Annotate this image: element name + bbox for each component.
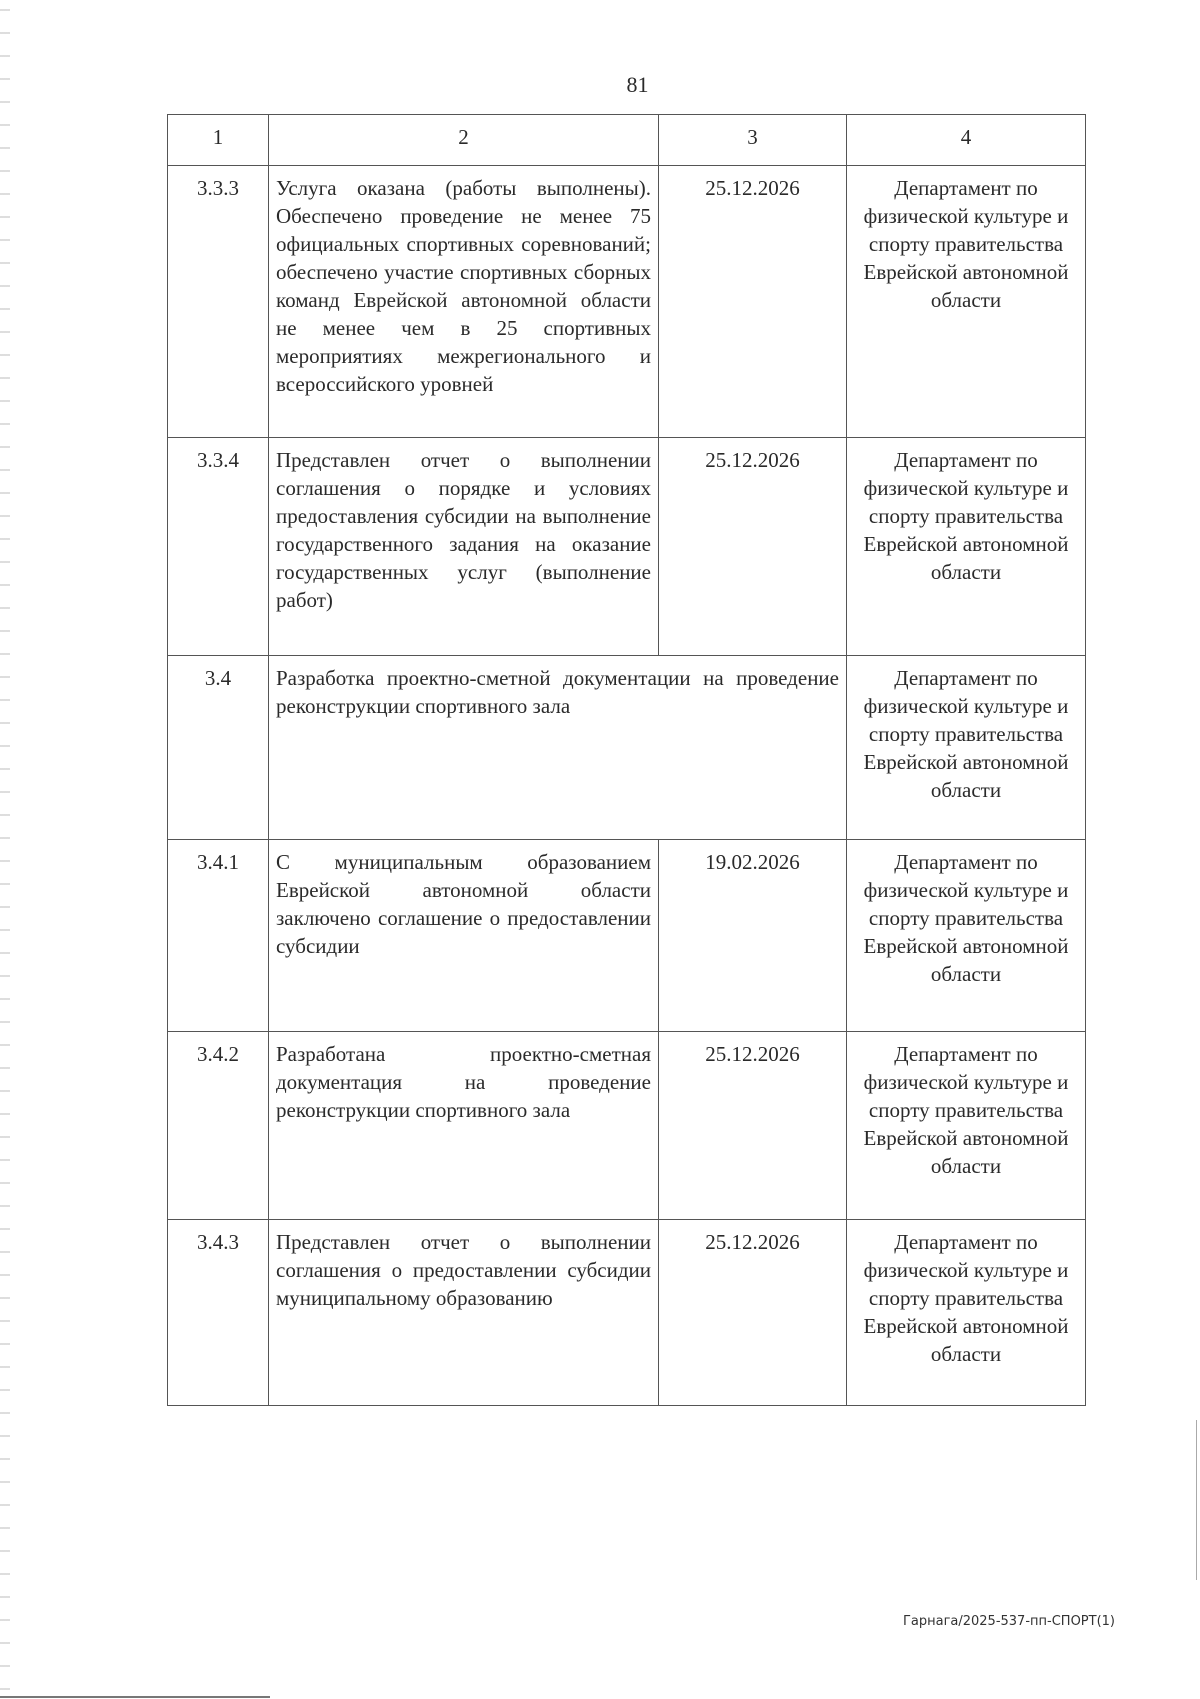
scan-bottom-line	[0, 1696, 270, 1698]
header-cell-4: 4	[847, 115, 1086, 166]
row-department: Департамент по физической культуре и спорту правительства Еврейской автономной области	[847, 840, 1086, 1032]
header-cell-2: 2	[269, 115, 659, 166]
row-department: Департамент по физической культуре и спорту правительства Еврейской автономной области	[847, 656, 1086, 840]
table-row	[168, 438, 1086, 656]
table-row	[168, 656, 1086, 840]
header-cell-3: 3	[659, 115, 847, 166]
header-cell-1: 1	[168, 115, 269, 166]
row-department: Департамент по физической культуре и спорту правительства Еврейской автономной области	[847, 1032, 1086, 1220]
row-department: Департамент по физической культуре и спорту правительства Еврейской автономной области	[847, 438, 1086, 656]
table-row	[168, 840, 1086, 1032]
row-description: Разработана проектно-сметная документация на проведение реконструкции спортивного зала	[269, 1032, 659, 1220]
document-table	[167, 114, 1086, 1406]
row-date: 25.12.2026	[659, 1032, 847, 1220]
row-date: 25.12.2026	[659, 438, 847, 656]
row-date: 25.12.2026	[659, 166, 847, 438]
row-number: 3.4.3	[168, 1220, 269, 1406]
table-row	[168, 1032, 1086, 1220]
row-number: 3.3.3	[168, 166, 269, 438]
table-row	[168, 166, 1086, 438]
row-department: Департамент по физической культуре и спорту правительства Еврейской автономной области	[847, 1220, 1086, 1406]
row-number: 3.4.1	[168, 840, 269, 1032]
row-description: Разработка проектно-сметной документации на проведение реконструкции спортивного зала	[269, 656, 847, 840]
row-description: Представлен отчет о выполнении соглашения о предоставлении субсидии муниципальному образованию	[269, 1220, 659, 1406]
row-description: Услуга оказана (работы выполнены). Обеспечено проведение не менее 75 официальных спортивных соревнований; обеспечено участие спортивных сборных команд Еврейской автономной области не менее чем в 25 спортивных мероприятиях межрегионального и всероссийского уровней	[269, 166, 659, 438]
row-number: 3.4.2	[168, 1032, 269, 1220]
row-date: 25.12.2026	[659, 1220, 847, 1406]
table-row	[168, 1220, 1086, 1406]
row-number: 3.4	[168, 656, 269, 840]
row-description: С муниципальным образованием Еврейской автономной области заключено соглашение о предоставлении субсидии	[269, 840, 659, 1032]
scan-edge-line	[1196, 1420, 1197, 1580]
page-number: 81	[626, 72, 649, 97]
row-number: 3.3.4	[168, 438, 269, 656]
table-header-row	[168, 115, 1086, 166]
row-date: 19.02.2026	[659, 840, 847, 1032]
footer-document-code: Гарнага/2025-537-пп-СПОРТ(1)	[902, 1614, 1115, 1629]
scan-artifact-strip	[0, 0, 10, 1699]
row-description: Представлен отчет о выполнении соглашения о порядке и условиях предоставления субсидии на выполнение государственного задания на оказание государственных услуг (выполнение работ)	[269, 438, 659, 656]
row-department: Департамент по физической культуре и спорту правительства Еврейской автономной области	[847, 166, 1086, 438]
